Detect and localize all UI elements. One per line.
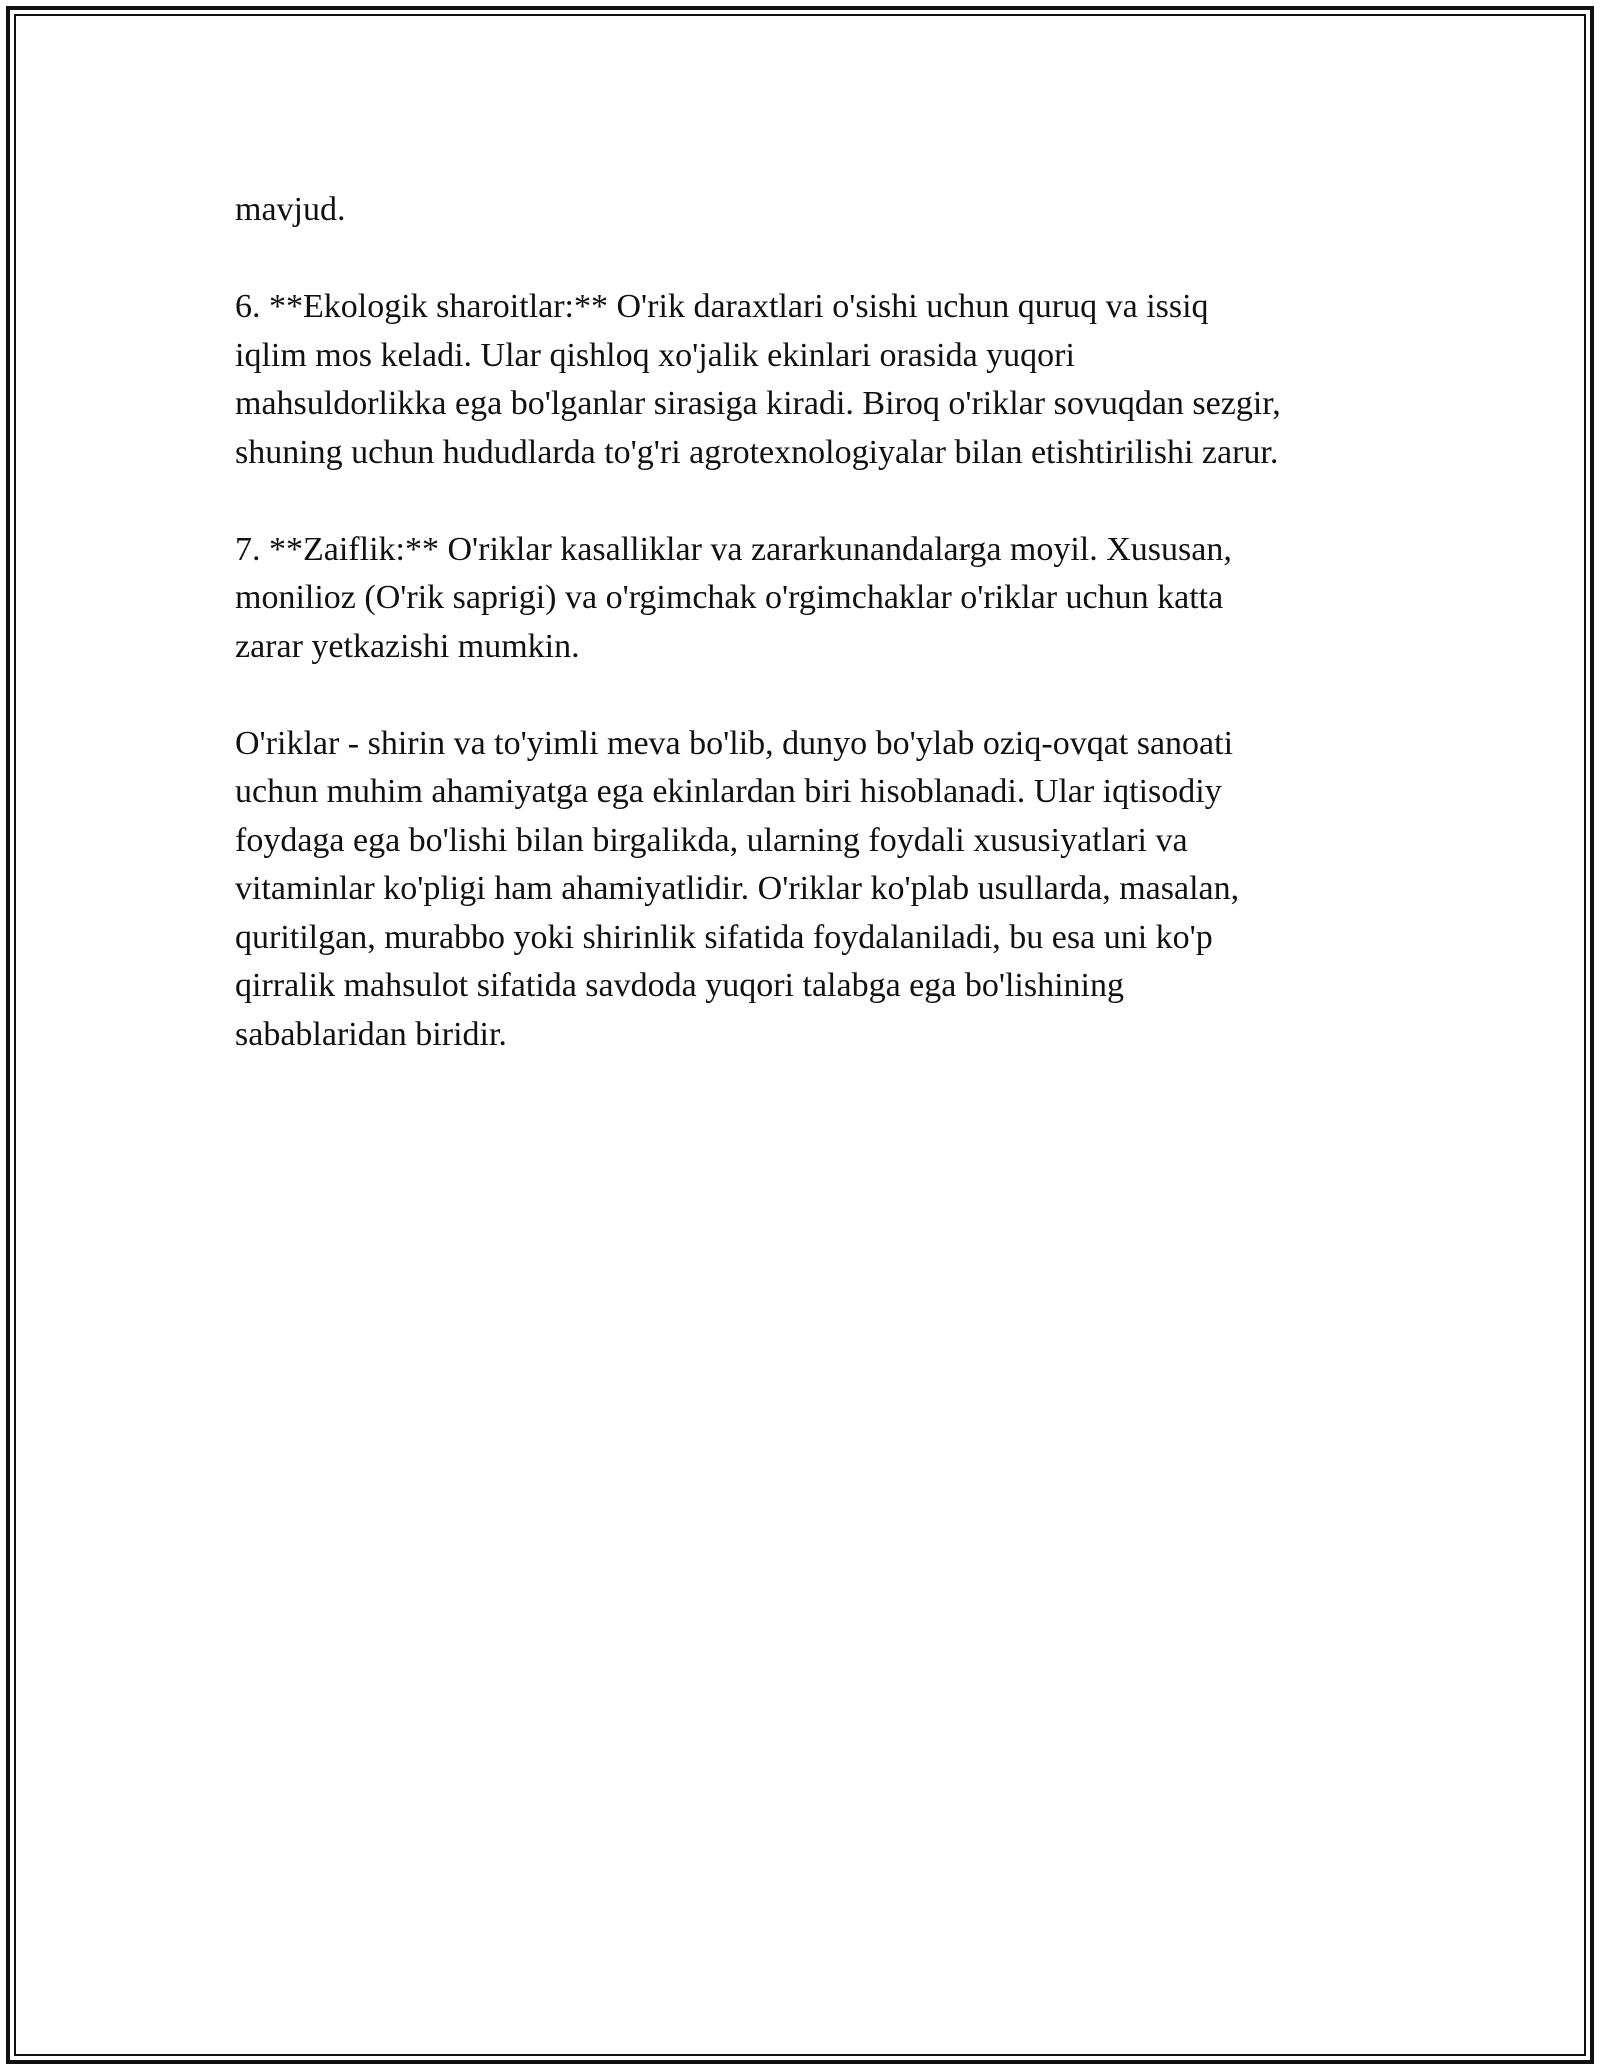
- text-line: foydaga ega bo'lishi bilan birgalikda, ularning foydali xususiyatlari va: [235, 821, 1188, 859]
- text-line: sabablaridan biridir.: [235, 1015, 507, 1053]
- text-line: vitaminlar ko'pligi ham ahamiyatlidir. O'riklar ko'plab usullarda, masalan,: [235, 870, 1240, 907]
- text-line: zarar yetkazishi mumkin.: [235, 627, 580, 665]
- paragraph-ecological-conditions: [235, 283, 1415, 477]
- text-line: mavjud.: [235, 191, 346, 228]
- text-line: quritilgan, murabbo yoki shirinlik sifatida foydalaniladi, bu esa uni ko'p: [235, 918, 1213, 956]
- text-line: O'riklar - shirin va to'yimli meva bo'lib, dunyo bo'ylab oziq-ovqat sanoati: [235, 724, 1234, 762]
- text-line: iqlim mos keladi. Ular qishloq xo'jalik ekinlari orasida yuqori: [235, 336, 1075, 374]
- text-line: 7. **Zaiflik:** O'riklar kasalliklar va zararkunandalarga moyil. Xususan,: [235, 530, 1232, 568]
- paragraph-conclusion: [235, 720, 1415, 1060]
- text-line: 6. **Ekologik sharoitlar:** O'rik daraxtlari o'sishi uchun quruq va issiq: [235, 288, 1209, 325]
- text-line: shuning uchun hududlarda to'g'ri agrotexnologiyalar bilan etishtirilishi zarur.: [235, 433, 1279, 471]
- text-line: monilioz (O'rik saprigi) va o'rgimchak o'rgimchaklar o'riklar uchun katta: [235, 579, 1224, 616]
- paragraph-weakness: [235, 526, 1415, 672]
- text-line: mahsuldorlikka ega bo'lganlar sirasiga kiradi. Biroq o'riklar sovuqdan sezgir,: [235, 385, 1281, 422]
- text-line: qirralik mahsulot sifatida savdoda yuqori talabga ega bo'lishining: [235, 967, 1124, 1004]
- document-body: [235, 186, 1415, 1108]
- text-line: uchun muhim ahamiyatga ega ekinlardan biri hisoblanadi. Ular iqtisodiy: [235, 773, 1222, 810]
- paragraph-continuation: [235, 186, 1415, 235]
